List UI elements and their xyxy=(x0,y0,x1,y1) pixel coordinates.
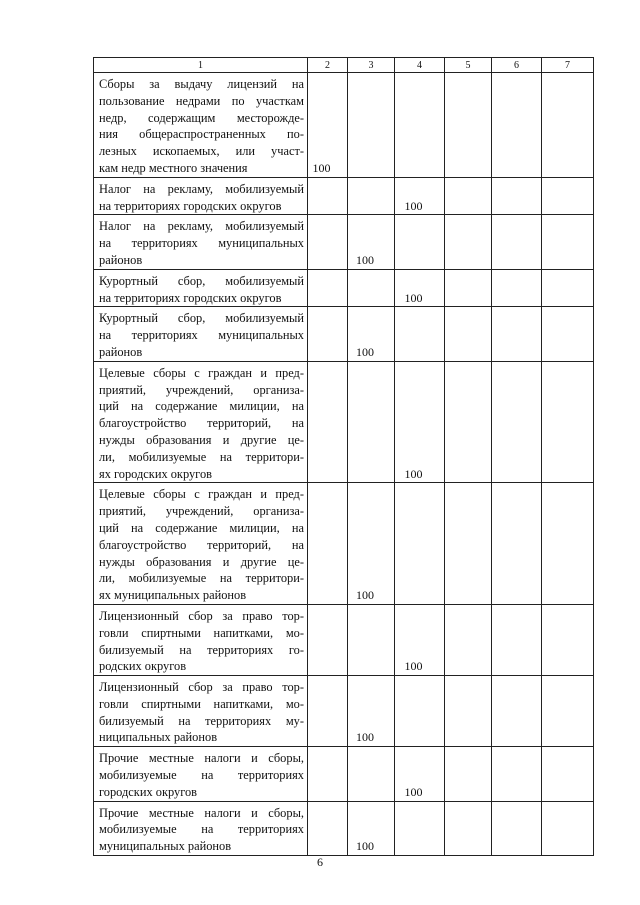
value-cell-col-2 xyxy=(308,177,348,215)
table-row xyxy=(94,307,594,361)
value-cell-col-4 xyxy=(395,269,445,307)
value-cell-col-5 xyxy=(445,676,492,747)
description-line: говли спиртными напитками, мо- xyxy=(99,696,304,711)
value-cell-col-2 xyxy=(308,307,348,361)
cell-value: 100 xyxy=(404,659,423,674)
value-cell-col-3 xyxy=(348,361,395,483)
description-line: Целевые сборы с граждан и пред- xyxy=(99,487,304,502)
cell-value: 100 xyxy=(404,784,423,799)
description-line: ций на содержание милиции, на xyxy=(99,520,304,535)
description-line: городских округов xyxy=(99,784,198,799)
value-cell-col-7 xyxy=(542,307,594,361)
value-cell-col-2 xyxy=(308,604,348,675)
description-line: Курортный сбор, мобилизуемый xyxy=(99,273,304,288)
value-cell-col-7 xyxy=(542,604,594,675)
column-header: 3 xyxy=(348,58,395,73)
description-line: районов xyxy=(99,252,143,267)
value-cell-col-2 xyxy=(308,215,348,269)
description-line: мобилизуемые на территориях xyxy=(99,768,304,783)
description-line: приятий, учреждений, организа- xyxy=(99,504,304,519)
description-line: районов xyxy=(99,344,143,359)
value-cell-col-6 xyxy=(492,801,542,855)
cell-value: 100 xyxy=(356,730,374,745)
value-cell-col-3 xyxy=(348,269,395,307)
value-cell-col-7 xyxy=(542,747,594,801)
column-header: 4 xyxy=(395,58,445,73)
description-line: ях городских округов xyxy=(99,466,213,481)
description-line: ниципальных районов xyxy=(99,730,218,745)
value-cell-col-6 xyxy=(492,361,542,483)
value-cell-col-7 xyxy=(542,177,594,215)
value-cell-col-6 xyxy=(492,269,542,307)
description-line: благоустройство территорий, на xyxy=(99,537,304,552)
value-cell-col-6 xyxy=(492,307,542,361)
table-header-row xyxy=(94,58,594,73)
table-row xyxy=(94,801,594,855)
value-cell-col-3 xyxy=(348,801,395,855)
description-line: приятий, учреждений, организа- xyxy=(99,382,304,397)
description-line: на территориях городских округов xyxy=(99,198,282,213)
description-line: на территориях городских округов xyxy=(99,290,282,305)
value-cell-col-7 xyxy=(542,269,594,307)
description-line: Прочие местные налоги и сборы, xyxy=(99,805,304,820)
table-row xyxy=(94,604,594,675)
value-cell-col-5 xyxy=(445,801,492,855)
table-row xyxy=(94,215,594,269)
value-cell-col-2 xyxy=(308,483,348,605)
row-description xyxy=(94,269,308,307)
description-line: ли, мобилизуемые на территори- xyxy=(99,449,304,464)
description-line: родских округов xyxy=(99,659,187,674)
row-description xyxy=(94,747,308,801)
description-line: Налог на рекламу, мобилизуемый xyxy=(99,181,304,196)
value-cell-col-3 xyxy=(348,73,395,178)
description-line: говли спиртными напитками, мо- xyxy=(99,625,304,640)
value-cell-col-5 xyxy=(445,747,492,801)
value-cell-col-5 xyxy=(445,483,492,605)
table-row xyxy=(94,73,594,178)
value-cell-col-7 xyxy=(542,73,594,178)
value-cell-col-5 xyxy=(445,307,492,361)
description-line: Налог на рекламу, мобилизуемый xyxy=(99,219,304,234)
description-line: на территориях муниципальных xyxy=(99,328,304,343)
value-cell-col-4 xyxy=(395,215,445,269)
table-row xyxy=(94,177,594,215)
column-header: 1 xyxy=(94,58,308,73)
row-description xyxy=(94,361,308,483)
description-line: Курортный сбор, мобилизуемый xyxy=(99,311,304,326)
description-line: ях муниципальных районов xyxy=(99,588,247,603)
value-cell-col-3 xyxy=(348,676,395,747)
description-line: Целевые сборы с граждан и пред- xyxy=(99,365,304,380)
table-row xyxy=(94,483,594,605)
description-line: ций на содержание милиции, на xyxy=(99,399,304,414)
value-cell-col-7 xyxy=(542,215,594,269)
column-header: 5 xyxy=(445,58,492,73)
table-row xyxy=(94,676,594,747)
value-cell-col-4 xyxy=(395,604,445,675)
revenue-table xyxy=(93,57,594,856)
cell-value: 100 xyxy=(404,466,423,481)
description-line: нужды образования и другие це- xyxy=(99,554,304,569)
value-cell-col-4 xyxy=(395,73,445,178)
value-cell-col-2 xyxy=(308,269,348,307)
description-line: недр, содержащим месторожде- xyxy=(99,110,304,125)
value-cell-col-3 xyxy=(348,747,395,801)
value-cell-col-7 xyxy=(542,676,594,747)
description-line: нужды образования и другие це- xyxy=(99,432,304,447)
column-header: 2 xyxy=(308,58,348,73)
value-cell-col-5 xyxy=(445,361,492,483)
row-description xyxy=(94,215,308,269)
value-cell-col-3 xyxy=(348,307,395,361)
description-line: лезных ископаемых, или участ- xyxy=(99,144,304,159)
cell-value: 100 xyxy=(356,252,374,267)
value-cell-col-6 xyxy=(492,73,542,178)
value-cell-col-2 xyxy=(308,73,348,178)
description-line: Прочие местные налоги и сборы, xyxy=(99,751,304,766)
value-cell-col-4 xyxy=(395,676,445,747)
value-cell-col-5 xyxy=(445,73,492,178)
value-cell-col-4 xyxy=(395,361,445,483)
value-cell-col-3 xyxy=(348,177,395,215)
description-line: билизуемый на территориях му- xyxy=(99,713,304,728)
value-cell-col-4 xyxy=(395,747,445,801)
value-cell-col-5 xyxy=(445,177,492,215)
value-cell-col-7 xyxy=(542,801,594,855)
page-number: 6 xyxy=(317,855,323,869)
table-row xyxy=(94,747,594,801)
row-description xyxy=(94,676,308,747)
cell-value: 100 xyxy=(356,839,374,854)
value-cell-col-4 xyxy=(395,801,445,855)
table-row xyxy=(94,269,594,307)
description-line: Лицензионный сбор за право тор- xyxy=(99,608,304,623)
value-cell-col-2 xyxy=(308,801,348,855)
description-line: на территориях муниципальных xyxy=(99,236,304,251)
cell-value: 100 xyxy=(356,344,374,359)
value-cell-col-5 xyxy=(445,269,492,307)
description-line: Лицензионный сбор за право тор- xyxy=(99,680,304,695)
value-cell-col-5 xyxy=(445,604,492,675)
cell-value: 100 xyxy=(404,198,423,213)
value-cell-col-5 xyxy=(445,215,492,269)
row-description xyxy=(94,604,308,675)
value-cell-col-3 xyxy=(348,604,395,675)
value-cell-col-4 xyxy=(395,177,445,215)
description-line: мобилизуемые на территориях xyxy=(99,822,304,837)
value-cell-col-4 xyxy=(395,307,445,361)
cell-value: 100 xyxy=(312,160,331,175)
column-header: 7 xyxy=(542,58,594,73)
value-cell-col-2 xyxy=(308,361,348,483)
row-description xyxy=(94,801,308,855)
value-cell-col-6 xyxy=(492,604,542,675)
description-line: ли, мобилизуемые на территори- xyxy=(99,571,304,586)
value-cell-col-6 xyxy=(492,177,542,215)
description-line: муниципальных районов xyxy=(99,839,232,854)
value-cell-col-3 xyxy=(348,483,395,605)
row-description xyxy=(94,483,308,605)
cell-value: 100 xyxy=(404,290,423,305)
description-line: пользование недрами по участкам xyxy=(99,93,304,108)
description-line: благоустройство территорий, на xyxy=(99,416,304,431)
value-cell-col-6 xyxy=(492,483,542,605)
value-cell-col-7 xyxy=(542,361,594,483)
row-description xyxy=(94,177,308,215)
description-line: билизуемый на территориях го- xyxy=(99,642,304,657)
value-cell-col-4 xyxy=(395,483,445,605)
table-row xyxy=(94,361,594,483)
value-cell-col-2 xyxy=(308,747,348,801)
value-cell-col-3 xyxy=(348,215,395,269)
value-cell-col-6 xyxy=(492,215,542,269)
description-line: кам недр местного значения xyxy=(99,160,248,175)
value-cell-col-2 xyxy=(308,676,348,747)
column-header: 6 xyxy=(492,58,542,73)
value-cell-col-6 xyxy=(492,747,542,801)
description-line: Сборы за выдачу лицензий на xyxy=(99,77,304,91)
value-cell-col-6 xyxy=(492,676,542,747)
description-line: ния общераспространенных по- xyxy=(99,127,304,142)
cell-value: 100 xyxy=(356,588,374,603)
row-description xyxy=(94,307,308,361)
row-description xyxy=(94,73,308,178)
value-cell-col-7 xyxy=(542,483,594,605)
